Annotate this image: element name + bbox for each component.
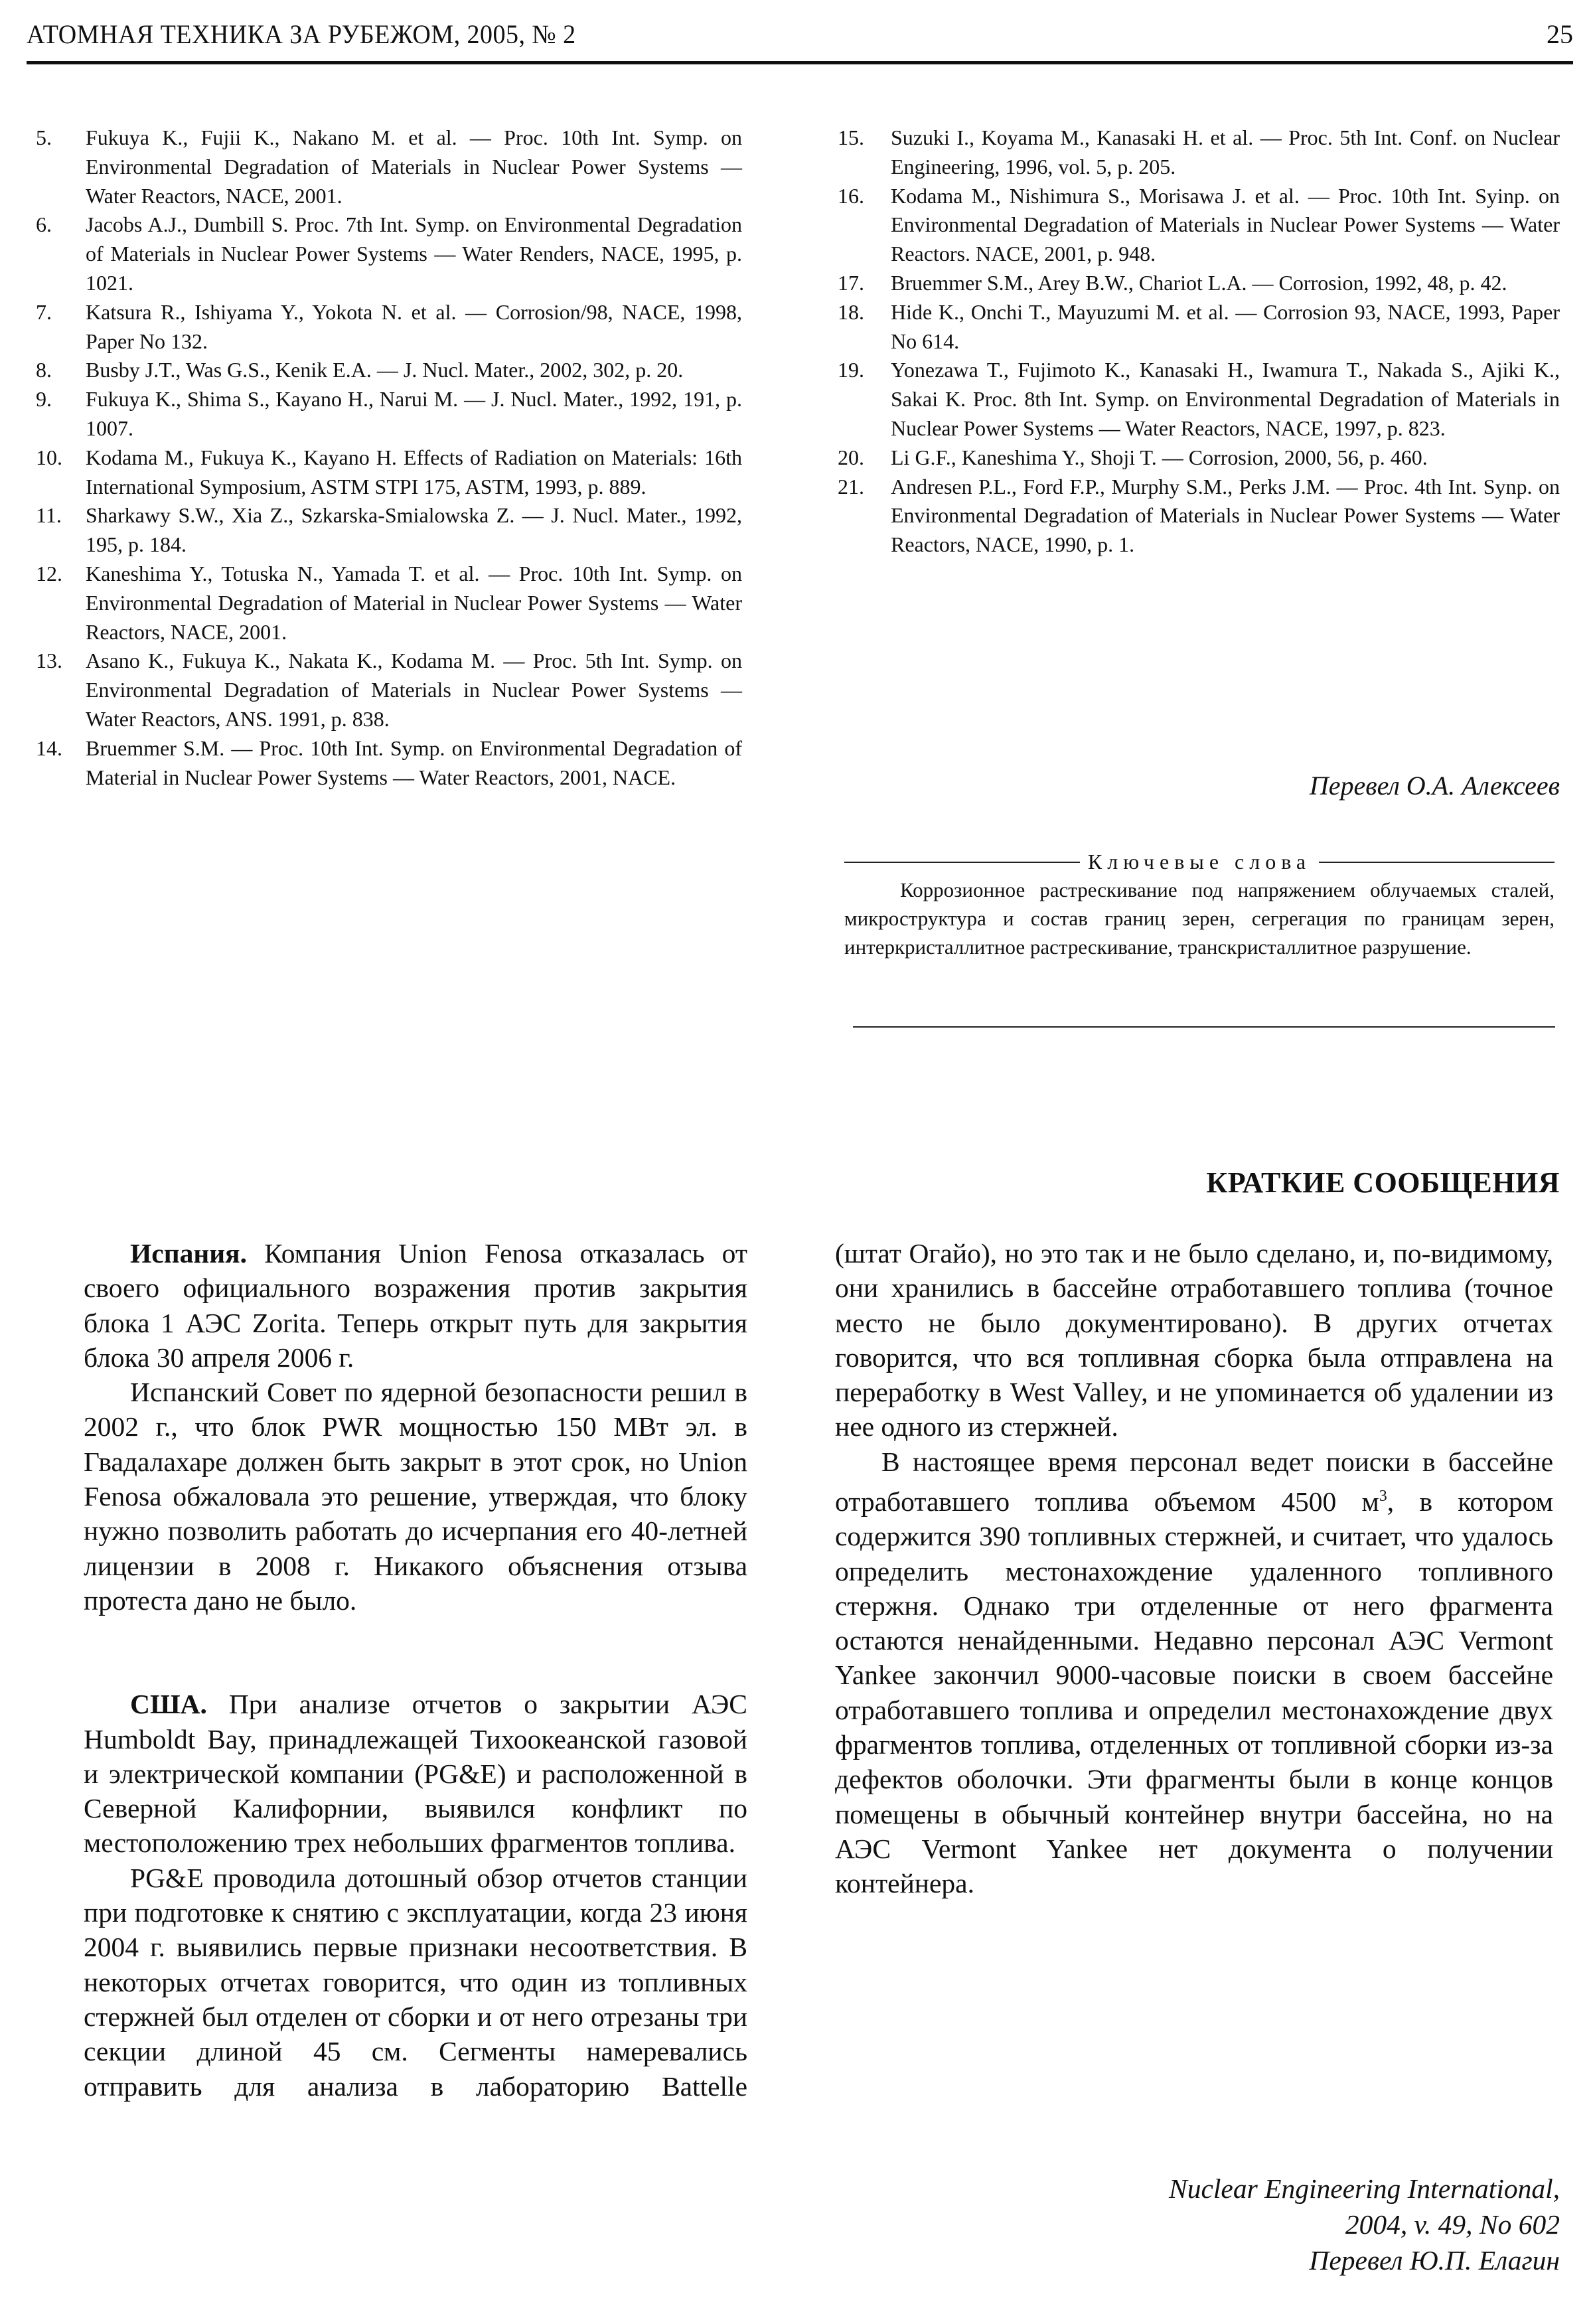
journal-title: АТОМНАЯ ТЕХНИКА ЗА РУБЕЖОМ, 2005, № 2 <box>27 19 576 49</box>
running-header <box>27 13 1573 60</box>
reference-number: 7. <box>36 299 52 324</box>
usa-paragraph-1 <box>84 1687 747 1860</box>
reference-item <box>838 269 1560 298</box>
keywords-block <box>844 850 1555 961</box>
news-column-left <box>84 1236 747 2104</box>
reference-number: 18. <box>838 299 864 324</box>
keywords-text: Коррозионное растрескивание под напряжением облучаемых сталей, микроструктура и состав границ зерен, сегрегация по границам зерен, интеркристаллитное растрескивание, транскристаллитное разрушение. <box>844 878 1555 959</box>
references-left <box>36 123 742 792</box>
reference-number: 12. <box>36 561 62 585</box>
reference-text: Bruemmer S.M., Arey B.W., Chariot L.A. — Corrosion, 1992, 48, p. 42. <box>891 270 1507 295</box>
reference-item <box>36 385 742 443</box>
reference-item <box>838 123 1560 182</box>
reference-text: Li G.F., Kaneshima Y., Shoji T. — Corrosion, 2000, 56, p. 460. <box>891 445 1428 469</box>
page-number: 25 <box>1547 19 1573 49</box>
reference-number: 10. <box>36 445 62 469</box>
usa-paragraph-3: (штат Огайо), но это так и не было сделано, и, по-видимому, они хранились в бассейне отработавшего топлива (точное место не было документировано). В других отчетах говорится, что вся топливная сборка была отправлена на переработку в West Valley, и не упоминается об удалении из нее одного из стержней. <box>835 1238 1553 1442</box>
spain-text-1: Компания Union Fenosa отказалась от своего официального возражения против закрытия блока 1 АЭС Zorita. Теперь открыт путь для закрытия блока 30 апреля 2006 г. <box>84 1238 748 1373</box>
usa-text-4b: , в котором содержится 390 топливных стержней, и считает, что удалось определить местонахождение удаленного топливного стержня. Однако три отделенные от него фрагмента остаются ненайденными. Недавно персонал АЭС Vermont Yankee закончил 9000-часовые поиски в своем бассейне отработавшего топлива и определил местонахождение двух фрагментов топлива, отделенных от топливной сборки из-за дефектов оболочки. Эти фрагменты были в конце концов помещены в обычный контейнер внутри бассейна, но на АЭС Vermont Yankee нет документа о получении контейнера. <box>835 1486 1553 1899</box>
reference-item <box>838 182 1560 269</box>
reference-text: Fukuya K., Shima S., Kayano H., Narui M. — J. Nucl. Mater., 1992, 191, p. 1007. <box>86 387 742 440</box>
reference-text: Andresen P.L., Ford F.P., Murphy S.M., Perks J.M. — Proc. 4th Int. Synp. on Environmental Degradation of Materials in Nuclear Power Systems — Water Reactors, NACE, 1990, p. 1. <box>891 474 1560 557</box>
reference-number: 19. <box>838 358 864 382</box>
reference-item <box>36 647 742 734</box>
header-rule <box>27 61 1573 64</box>
reference-item <box>838 356 1560 443</box>
usa-paragraph-2: PG&E проводила дотошный обзор отчетов станции при подготовке к снятию с эксплуатации, когда 23 июня 2004 г. выявились первые признаки несоответствия. В некоторых отчетах говорится, что один из топливных стержней был отделен от сборки и от него отрезаны три секции длиной 45 см. Сегменты намеревались отправить для анализа в лабораторию Battelle <box>84 1862 747 2102</box>
source-credit <box>1169 2171 1560 2278</box>
reference-text: Fukuya K., Fujii K., Nakano M. et al. — Proc. 10th Int. Symp. on Environmental Degradation of Materials in Nuclear Power Systems — Water Reactors, NACE, 2001. <box>86 125 742 208</box>
reference-number: 6. <box>36 212 52 237</box>
superscript-3: 3 <box>1379 1488 1387 1506</box>
reference-number: 21. <box>838 474 864 499</box>
reference-item <box>838 298 1560 356</box>
reference-text: Kodama M., Nishimura S., Morisawa J. et al. — Proc. 10th Int. Syinp. on Environmental Degradation of Materials in Nuclear Power Systems — Water Reactors. NACE, 2001, p. 948. <box>891 183 1560 266</box>
references-right <box>838 123 1560 560</box>
news-column-right <box>835 1236 1553 1900</box>
reference-text: Asano K., Fukuya K., Nakata K., Kodama M. — Proc. 5th Int. Symp. on Environmental Degradation of Materials in Nuclear Power Systems — Water Reactors, ANS. 1991, p. 838. <box>86 649 742 731</box>
reference-text: Hide K., Onchi T., Mayuzumi M. et al. — Corrosion 93, NACE, 1993, Paper No 614. <box>891 299 1560 353</box>
reference-number: 9. <box>36 387 52 412</box>
reference-item <box>838 443 1560 473</box>
reference-number: 20. <box>838 445 864 469</box>
reference-number: 16. <box>838 183 864 208</box>
reference-number: 8. <box>36 358 52 382</box>
reference-number: 15. <box>838 125 864 149</box>
reference-text: Suzuki I., Koyama M., Kanasaki H. et al. — Proc. 5th Int. Conf. on Nuclear Engineering, 1996, vol. 5, p. 205. <box>891 125 1560 179</box>
reference-item <box>36 560 742 647</box>
reference-text: Kodama M., Fukuya K., Kayano H. Effects of Radiation on Materials: 16th International Symposium, ASTM STPI 175, ASTM, 1993, p. 889. <box>86 445 742 499</box>
reference-item <box>36 210 742 297</box>
reference-number: 13. <box>36 649 62 673</box>
reference-text: Busby J.T., Was G.S., Kenik E.A. — J. Nucl. Mater., 2002, 302, p. 20. <box>86 358 684 382</box>
spain-paragraph-1 <box>84 1236 747 1375</box>
usa-text-4a: В настоящее время персонал ведет поиски в бассейне отработавшего топлива объемом 4500 м <box>835 1446 1553 1517</box>
reference-item <box>36 443 742 502</box>
reference-item <box>36 356 742 385</box>
reference-number: 5. <box>36 125 52 149</box>
keywords-rule-right <box>1319 862 1555 863</box>
source-journal: Nuclear Engineering International, <box>1169 2173 1560 2204</box>
keywords-title-row <box>844 850 1555 874</box>
reference-text: Jacobs A.J., Dumbill S. Proc. 7th Int. Symp. on Environmental Degradation of Materials in Nuclear Power Systems — Water Renders, NACE, 1995, p. 1021. <box>86 212 742 295</box>
reference-text: Yonezawa T., Fujimoto K., Kanasaki H., Iwamura T., Nakada S., Ajiki K., Sakai K. Proc. 8th Int. Symp. on Environmental Degradation of Materials in Nuclear Power Systems — Water Reactors, NACE, 1997, p. 823. <box>891 358 1560 440</box>
reference-text: Kaneshima Y., Totuska N., Yamada T. et al. — Proc. 10th Int. Symp. on Environmental Degradation of Material in Nuclear Power Systems — Water Reactors, NACE, 2001. <box>86 561 742 644</box>
usa-lead: США. <box>130 1689 207 1720</box>
reference-number: 14. <box>36 736 62 760</box>
usa-text-1: При анализе отчетов о закрытии АЭС Humboldt Bay, принадлежащей Тихоокеанской газовой и электрической компании (PG&E) и расположенной в Северной Калифорнии, выявился конфликт по местоположению трех небольших фрагментов топлива. <box>84 1689 747 1859</box>
reference-item <box>36 298 742 356</box>
reference-text: Katsura R., Ishiyama Y., Yokota N. et al. — Corrosion/98, NACE, 1998, Paper No 132. <box>86 299 742 353</box>
reference-item <box>36 501 742 560</box>
reference-item <box>36 734 742 793</box>
keywords-bottom-rule <box>853 1026 1555 1028</box>
section-heading: КРАТКИЕ СООБЩЕНИЯ <box>1206 1166 1560 1199</box>
reference-number: 11. <box>36 503 62 528</box>
spain-paragraph-2: Испанский Совет по ядерной безопасности решил в 2002 г., что блок PWR мощностью 150 МВт эл. в Гвадалахаре должен быть закрыт в этот срок, но Union Fenosa обжаловала это решение, утверждая, что блоку нужно позволить работать до исчерпания его 40-летней лицензии в 2008 г. Никакого объяснения отзыва протеста дано не было. <box>84 1377 747 1616</box>
keywords-rule-left <box>844 862 1080 863</box>
source-issue: 2004, v. 49, No 602 <box>1345 2209 1560 2240</box>
translator-credit: Перевел О.А. Алексеев <box>1309 771 1560 801</box>
keywords-title: Ключевые слова <box>1087 850 1312 874</box>
reference-item <box>36 123 742 210</box>
source-translator: Перевел Ю.П. Елагин <box>1309 2245 1560 2276</box>
reference-text: Bruemmer S.M. — Proc. 10th Int. Symp. on Environmental Degradation of Material in Nuclear Power Systems — Water Reactors, 2001, NACE. <box>86 736 742 789</box>
usa-paragraph-4 <box>835 1444 1553 1901</box>
reference-item <box>838 473 1560 560</box>
spain-lead: Испания. <box>130 1238 248 1269</box>
reference-text: Sharkawy S.W., Xia Z., Szkarska-Smialowska Z. — J. Nucl. Mater., 1992, 195, p. 184. <box>86 503 742 557</box>
reference-number: 17. <box>838 270 864 295</box>
